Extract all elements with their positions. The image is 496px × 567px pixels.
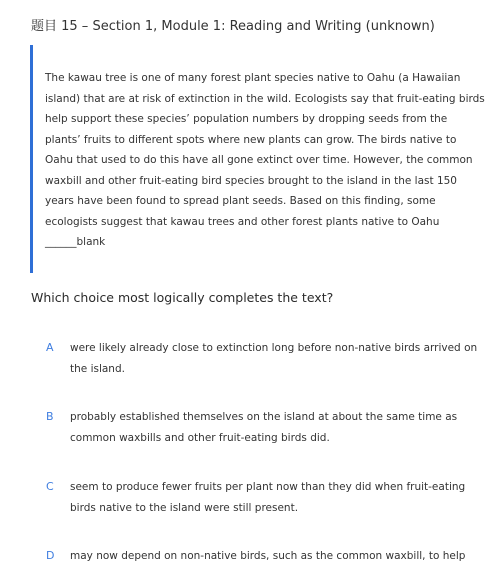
choice-text: may now depend on non-native birds, such as the common waxbill, to help [70,550,466,562]
choice-letter: B [46,410,54,423]
choice-text: probably established themselves on the island at about the same time as common waxbills and other fruit-eating birds did. [70,411,458,444]
choice-text: seem to produce fewer fruits per plant now than they did when fruit-eating birds native to the island were still present. [70,481,466,514]
question-prompt: Which choice most logically completes the text? [31,290,334,305]
passage-block [30,45,483,273]
choice-text: were likely already close to extinction long before non-native birds arrived on the island. [70,342,478,375]
choice-letter: D [46,549,55,562]
question-header: 题目 15 – Section 1, Module 1: Reading and Writing (unknown) [31,19,435,34]
choice-letter: C [46,480,54,493]
choice-letter: A [46,341,54,354]
passage-text: The kawau tree is one of many forest plant species native to Oahu (a Hawaiian island) that are at risk of extinction in the wild. Ecologists say that fruit-eating birds help support these species’ population numbers by dropping seeds from the plants’ fruits to different spots where new plants can grow. The birds native to Oahu that used to do this have all gone extinct over time. However, the common waxbill and other fruit-eating bird species brought to the island in the last 150 years have been found to spread plant seeds. Based on this finding, some ecologists suggest that kawau trees and other forest plants native to Oahu ______blank [45,72,485,248]
